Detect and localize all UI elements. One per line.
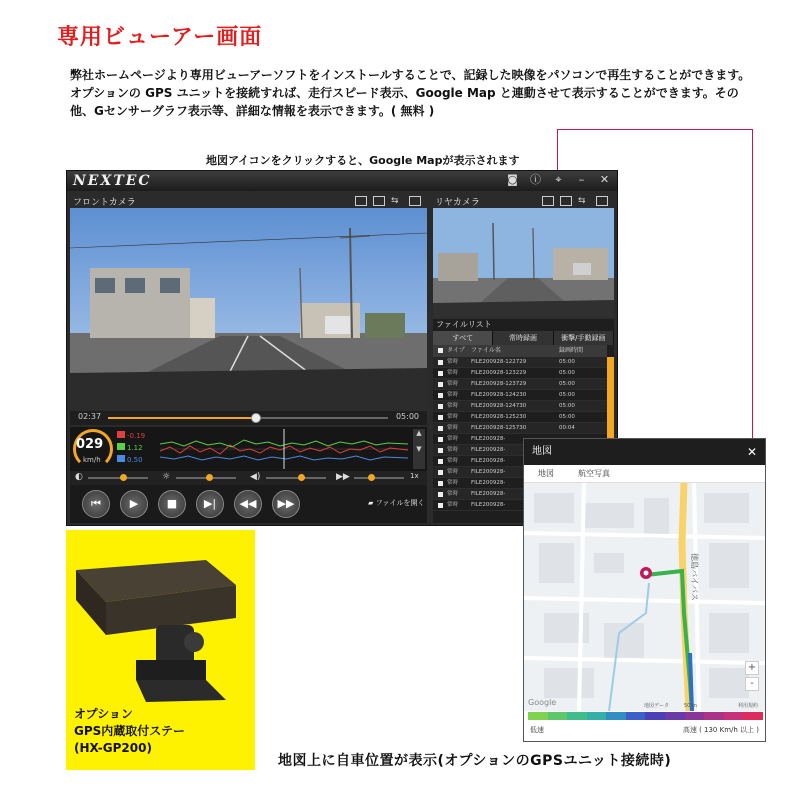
speed-color-legend (528, 712, 763, 720)
table-row[interactable] (433, 357, 607, 368)
single-view-icon[interactable] (373, 196, 385, 206)
row-duration: 00:04 (559, 425, 575, 431)
row-filename: FILE200928- (471, 491, 506, 497)
row-checkbox[interactable] (433, 412, 447, 422)
g-x-value: -0.19 (127, 432, 146, 440)
row-checkbox[interactable] (433, 434, 447, 444)
row-type: 常時 (447, 392, 459, 398)
row-checkbox[interactable] (433, 390, 447, 400)
row-checkbox[interactable] (433, 467, 447, 477)
front-view-controls (355, 196, 421, 206)
intro-text: 弊社ホームページより専用ビューアーソフトをインストールすることで、記録した映像をパソコンで再生することができます。オプションの GPS ユニットを接続すれば、走行スピード表示、Google Map と連動させて表示することができます。その他、Gセンサーグラフ表示等、詳細な情報を表示できます。( 無料 ) (70, 68, 751, 118)
close-icon[interactable]: ✕ (746, 445, 757, 459)
row-checkbox[interactable] (433, 445, 447, 455)
row-type: 常時 (447, 425, 459, 431)
adjustment-row (70, 471, 427, 485)
row-checkbox[interactable] (433, 500, 447, 510)
front-camera-label: フロントカメラ (73, 198, 136, 208)
callout-line (752, 129, 753, 439)
front-camera-video[interactable] (70, 208, 427, 411)
row-duration: 05:00 (559, 359, 575, 365)
map-type-tabs (524, 465, 765, 483)
fullscreen-icon[interactable] (409, 196, 421, 206)
current-time: 02:37 (78, 412, 102, 421)
row-filename: FILE200928-122729 (471, 359, 527, 365)
table-row[interactable] (433, 423, 607, 434)
brightness-icon: ☼ (162, 472, 171, 482)
file-list-title: ファイルリスト (436, 320, 492, 329)
g-z-value: 0.50 (127, 456, 143, 464)
legend-swatch (626, 712, 646, 720)
g-sensor-values (117, 430, 145, 466)
page-heading: 専用ビューアー画面 (57, 25, 263, 50)
row-filename: FILE200928-124730 (471, 403, 527, 409)
row-type: 常時 (447, 370, 459, 376)
speed-unit: km/h (83, 456, 101, 464)
row-filename: FILE200928- (471, 436, 506, 442)
tab-map[interactable]: 地図 (538, 469, 554, 478)
sensor-panel (70, 427, 427, 471)
rewind-button[interactable]: ◀◀ (234, 490, 262, 518)
info-icon[interactable]: ⓘ (530, 173, 541, 186)
volume-slider[interactable] (266, 477, 326, 479)
row-type: 常時 (447, 403, 459, 409)
product-line-3: (HX-GP200) (74, 741, 152, 755)
row-filename: FILE200928-125730 (471, 425, 527, 431)
callout-line (557, 129, 753, 130)
column-filename[interactable]: ファイル名 (471, 347, 501, 354)
bottom-caption: 地図上に自車位置が表示(オプションのGPSユニット接続時) (278, 753, 672, 769)
playback-controls (70, 485, 427, 523)
map-terms-label: 利用規約 (738, 703, 759, 709)
product-caption (74, 706, 185, 757)
map-icon[interactable]: ⌖ (555, 173, 562, 186)
row-filename: FILE200928-124230 (471, 392, 527, 398)
row-type: 常時 (447, 414, 459, 420)
legend-swatch (665, 712, 685, 720)
g-sensor-graph[interactable] (160, 429, 408, 469)
speed-value: 029 (76, 437, 104, 452)
seek-track[interactable] (108, 417, 388, 419)
total-time: 05:00 (395, 412, 419, 421)
road-label: 徳島バイパス (690, 553, 699, 601)
callout-text: 地図アイコンをクリックすると、Google Mapが表示されます (206, 154, 520, 167)
seek-progress (108, 417, 256, 419)
legend-swatch (548, 712, 568, 720)
tab-satellite[interactable]: 航空写真 (578, 469, 610, 478)
tab-event[interactable]: 衝撃/手動録画 (554, 331, 614, 345)
gps-mount-product (66, 530, 255, 770)
row-type: 常時 (447, 359, 459, 365)
seek-knob[interactable] (251, 413, 261, 423)
graph-scrollbar[interactable]: ▲ ▼ (413, 429, 425, 469)
brightness-slider[interactable] (176, 477, 236, 479)
folder-icon: ▰ (368, 499, 376, 507)
g-y-value: 1.12 (127, 444, 143, 452)
row-filename: FILE200928-123229 (471, 370, 527, 376)
row-type: 常時 (447, 436, 459, 442)
stop-button[interactable]: ■ (158, 490, 186, 518)
row-checkbox[interactable] (433, 401, 447, 411)
row-duration: 05:00 (559, 381, 575, 387)
close-icon[interactable]: ✕ (599, 173, 610, 186)
contrast-icon: ◐ (75, 472, 83, 482)
title-bar (67, 171, 617, 191)
row-checkbox[interactable] (433, 478, 447, 488)
table-row[interactable] (433, 412, 607, 423)
swap-icon[interactable]: ⇆ (391, 196, 399, 206)
legend-high-label: 高速 ( 130 Km/h 以上 ) (682, 726, 759, 734)
tab-all[interactable]: すべて (433, 331, 493, 345)
zoom-in-button[interactable]: + (745, 661, 759, 675)
row-filename: FILE200928- (471, 502, 506, 508)
row-filename: FILE200928- (471, 469, 506, 475)
column-duration[interactable]: 録画時間 (559, 347, 584, 354)
zoom-out-button[interactable]: - (745, 677, 759, 691)
volume-icon: ◀) (250, 472, 261, 482)
map-data-label: 地図データ (644, 703, 670, 709)
legend-swatch (587, 712, 607, 720)
row-filename: FILE200928-125230 (471, 414, 527, 420)
legend-swatch (743, 712, 763, 720)
row-type: 常時 (447, 469, 459, 475)
map-window-title (524, 439, 765, 465)
camera-icon[interactable]: ◙ (507, 173, 518, 186)
swap-icon[interactable]: ⇆ (578, 196, 586, 206)
next-frame-button[interactable]: ▶| (196, 490, 224, 518)
split-view-icon[interactable] (355, 196, 367, 206)
fullscreen-icon[interactable] (596, 196, 608, 206)
rear-camera-label: リヤカメラ (435, 198, 480, 208)
callout-line (557, 129, 558, 174)
open-file-label: ファイルを開く (375, 499, 425, 507)
row-duration: 05:00 (559, 403, 575, 409)
legend-swatch (645, 712, 665, 720)
row-checkbox[interactable] (433, 379, 447, 389)
row-checkbox[interactable] (433, 368, 447, 378)
split-view-icon[interactable] (542, 196, 554, 206)
row-filename: FILE200928- (471, 447, 506, 453)
row-checkbox[interactable] (433, 423, 447, 433)
open-file-button[interactable] (368, 498, 424, 508)
seek-bar[interactable] (70, 411, 427, 425)
row-filename: FILE200928- (471, 480, 506, 486)
gps-mount-image (66, 530, 255, 705)
row-duration: 05:00 (559, 414, 575, 420)
column-type[interactable]: タイプ (447, 347, 465, 354)
map-window (523, 438, 766, 742)
row-type: 常時 (447, 480, 459, 486)
map-scale-label: 50 m (684, 703, 697, 709)
legend-swatch (606, 712, 626, 720)
rear-view-controls (542, 196, 608, 206)
table-row[interactable] (433, 390, 607, 401)
product-line-1: オプション (74, 707, 133, 721)
playback-speed-slider[interactable] (354, 477, 404, 479)
speed-icon: ▶▶ (336, 472, 350, 482)
table-row[interactable] (433, 401, 607, 412)
legend-swatch (685, 712, 705, 720)
playback-rate: 1x (410, 472, 419, 480)
row-checkbox[interactable] (433, 489, 447, 499)
fast-forward-button[interactable]: ▶▶ (272, 490, 300, 518)
legend-swatch (567, 712, 587, 720)
file-list-header (433, 345, 607, 357)
previous-file-button[interactable]: ⏮ (82, 490, 110, 518)
single-view-icon[interactable] (560, 196, 572, 206)
row-duration: 05:00 (559, 392, 575, 398)
minimize-icon[interactable]: – (578, 173, 585, 186)
row-type: 常時 (447, 447, 459, 453)
map-title-text: 地図 (532, 446, 552, 457)
app-logo: NEXTEC (73, 173, 152, 189)
row-type: 常時 (447, 381, 459, 387)
row-checkbox[interactable] (433, 456, 447, 466)
row-checkbox[interactable] (433, 357, 447, 367)
legend-swatch (724, 712, 744, 720)
row-type: 常時 (447, 502, 459, 508)
rear-camera-video[interactable] (433, 208, 614, 318)
table-row[interactable] (433, 379, 607, 390)
legend-low-label: 低速 (530, 726, 544, 734)
row-duration: 05:00 (559, 370, 575, 376)
row-type: 常時 (447, 491, 459, 497)
row-filename: FILE200928- (471, 458, 506, 464)
product-line-2: GPS内蔵取付ステー (74, 724, 186, 738)
table-row[interactable] (433, 368, 607, 379)
contrast-slider[interactable] (88, 477, 148, 479)
select-all-checkbox[interactable] (433, 345, 447, 357)
legend-swatch (704, 712, 724, 720)
legend-swatch (528, 712, 548, 720)
google-logo: Google (528, 698, 557, 707)
play-button[interactable]: ▶ (120, 490, 148, 518)
tab-continuous[interactable]: 常時録画 (493, 331, 553, 345)
row-type: 常時 (447, 458, 459, 464)
row-filename: FILE200928-123729 (471, 381, 527, 387)
file-list-tabs (433, 331, 614, 345)
map-canvas[interactable] (524, 483, 765, 711)
